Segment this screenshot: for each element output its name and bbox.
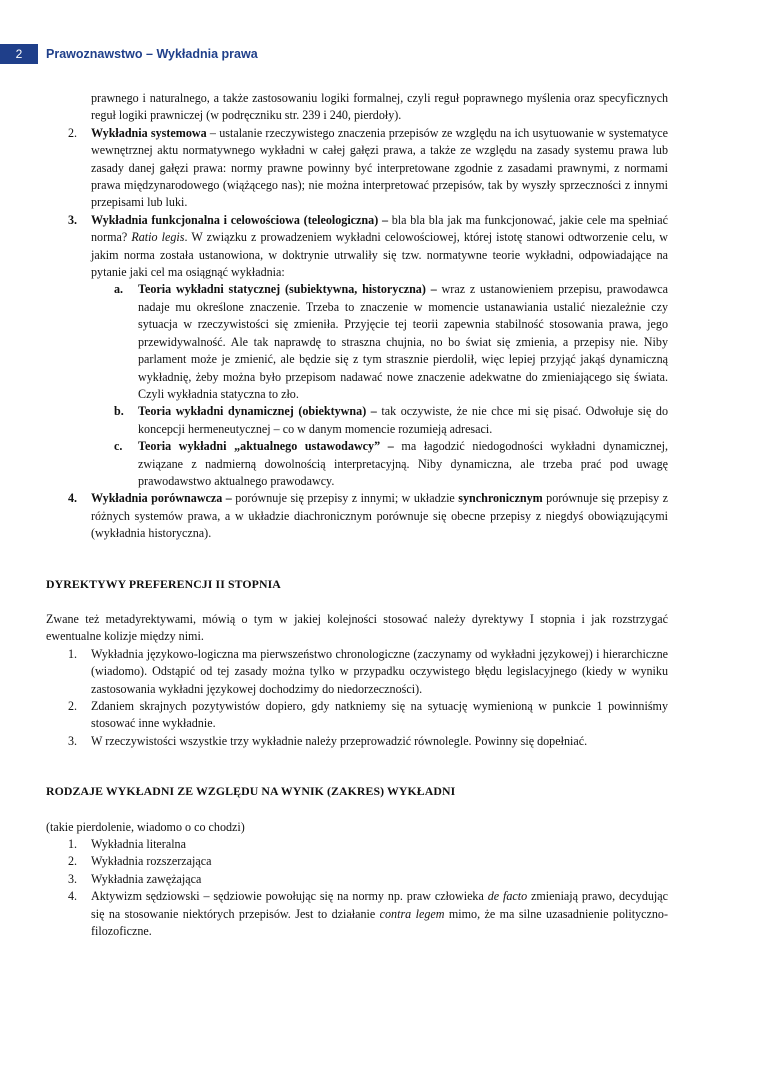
sublist-letter: b. (114, 404, 124, 419)
subitem-dynamiczna (46, 403, 668, 438)
list-number: 3. (68, 871, 78, 886)
page-header (0, 44, 760, 64)
item-text: bla bla bla jak ma funkcjonować, jakie cele ma spełniać norma? (91, 212, 668, 245)
item-text: zmieniają prawo, decydując się na stosowanie niektórych przepisów. Jest to działanie (91, 889, 669, 921)
subitem-text: ma łagodzić niedogodności wykładni dynamicznej, związane z nadmierną dowolnością interpretacyjną. Niby dynamiczna, ale trzeba prać pod uwagę prawodawstwo aktualnego prawodawcy. (138, 439, 668, 488)
list-item (46, 646, 668, 698)
subitem-term: Teoria wykładni „aktualnego ustawodawcy” – (138, 439, 394, 454)
item-text: porównuje się przepisy z innymi; w układzie (231, 491, 459, 506)
list-number: 2. (68, 699, 78, 713)
subitem-term: Teoria wykładni statycznej (subiektywna, historyczna) – (138, 282, 437, 297)
item-text: Wykładnia literalna (91, 837, 186, 852)
list-item-aktywizm (46, 888, 668, 940)
sublist-letter: c. (114, 439, 123, 454)
list-item (46, 853, 668, 870)
list-number: 2. (68, 854, 78, 869)
sublist-letter: a. (114, 282, 124, 297)
item-text: porównuje się przepisy z różnych systemów prawa, a w układzie diachronicznym porównuje się obecne przepisy z niegdyś obowiązującymi (wykładnia historyczna). (91, 491, 668, 541)
italic-phrase: de facto (487, 889, 528, 904)
item-text: Wykładnia zawężająca (91, 871, 202, 886)
item-text: mimo, że ma silne uzasadnienie polityczno-filozoficzne. (91, 906, 668, 939)
list-number: 4. (68, 889, 78, 904)
list-number: 4. (68, 491, 78, 506)
list-number: 2. (68, 125, 78, 140)
subitem-statyczna (46, 281, 668, 403)
list-item-funkcjonalna (46, 212, 668, 282)
item-text: Wykładnia językowo-logiczna ma pierwszeństwo chronologiczne (zaczynamy od wykładni językowej) i hierarchiczne (wiadomo). Odstąpić od tej zasady można tylko w przypadku oczywistego błędu legislacyjnego (kiedy w wyniku zastosowania wykładni językowej dochodzimy do niedorzeczności). (91, 646, 668, 696)
list-number: 1. (68, 837, 78, 852)
item-text: Wykładnia rozszerzająca (91, 854, 212, 869)
item-text: Aktywizm sędziowski – sędziowie powołując się na normy np. praw człowieka (91, 889, 488, 904)
subitem-aktualnego-ustawodawcy (46, 438, 668, 490)
section-intro: Zwane też metadyrektywami, mówią o tym w jakiej kolejności stosować należy dyrektywy I stopnia i jak rozstrzygać ewentualne kolizje między nimi. (46, 611, 668, 644)
item-text: Zdaniem skrajnych pozytywistów dopiero, gdy natkniemy się na sytuację wymienioną w punkcie 1 powinniśmy stosować inne wykładnie. (91, 699, 668, 731)
document-body (46, 90, 668, 940)
list-number: 3. (68, 212, 78, 227)
list-item (46, 871, 668, 888)
list-number: 3. (68, 733, 78, 748)
item-text: – ustalanie rzeczywistego znaczenia przepisów ze względu na ich usytuowanie w systematyce wewnętrznej aktu normatywnego wykładni w całej gałęzi prawa, a także ze względu na zasady systemu prawa lub zasady danej gałęzi prawa: normy prawne powinny być interpretowane zgodnie z zasadami prawnymi, z normami prawa międzynarodowego (wiążącego nas); nie można interpretować przepisów, tak by wyszły sprzeczności z innymi przepisami lub luki. (91, 125, 668, 210)
italic-phrase: Ratio legis (131, 230, 185, 245)
subitem-text: wraz z ustanowieniem przepisu, prawodawca nadaje mu określone znaczenie. Trzeba to znaczenie w momencie ustanawiania ustalić niezależnie czy sytuacja w rzeczywistości się zmieniła. Przyjęcie tej teorii zapewnia stabilność stosowania prawa, jego przewidywalność. Ale tak naprawdę to straszna chujnia, no bo świat się zmienia, a przepisy nie. Niby parlament może je zmienić, ale będzie się z tym strasznie pierdolił, więc lepiej przyjąć jakąś dynamiczną wykładnię, żeby można było przepisom nadawać nowe znaczenie adekwatne do zmieniającego się świata. Czyli wykładnia statyczna to zło. (138, 282, 668, 401)
item-text: . W związku z prowadzeniem wykładni celowościowej, której istotę stanowi odtworzenie celu, w jakim norma została ustanowiona, w doktrynie utrwaliły się tzw. normatywne teorie wykładni, odpowiadające na pytanie jaki cel ma osiągnąć wykładnia: (91, 230, 668, 280)
header-title: Prawoznawstwo – Wykładnia prawa (46, 47, 258, 61)
list-number: 1. (68, 646, 78, 661)
subitem-term: Teoria wykładni dynamicznej (obiektywna) – (138, 404, 377, 419)
list-item (46, 836, 668, 853)
item-term: Wykładnia porównawcza – (91, 491, 232, 506)
list-item-porownawcza (46, 490, 668, 542)
bold-phrase: synchronicznym (458, 491, 543, 506)
list-item (46, 733, 668, 750)
item-text: W rzeczywistości wszystkie trzy wykładnie należy przeprowadzić równolegle. Powinny się dopełniać. (91, 733, 588, 748)
continuation-paragraph: prawnego i naturalnego, a także zastosowaniu logiki formalnej, czyli reguł poprawnego myślenia oraz specyficznych reguł logiki prawniczej (w podręczniku str. 239 i 240, pierdoły). (91, 91, 668, 123)
page-number: 2 (0, 44, 38, 64)
section-heading-rodzaje: RODZAJE WYKŁADNI ZE WZGLĘDU NA WYNIK (ZAKRES) WYKŁADNI (46, 784, 456, 799)
italic-phrase: contra legem (379, 906, 445, 921)
item-term: Wykładnia funkcjonalna i celowościowa (teleologiczna) – (91, 212, 388, 227)
subitem-text: tak oczywiste, że nie chce mi się pisać. Odwołuje się do koncepcji hermeneutycznej – co w danym momencie rozumieją adresaci. (138, 404, 668, 436)
list-item-systemowa (46, 125, 668, 212)
list-item (46, 698, 668, 733)
section-intro: (takie pierdolenie, wiadomo o co chodzi) (46, 819, 245, 834)
section-heading-dyrektywy: DYREKTYWY PREFERENCJI II STOPNIA (46, 576, 281, 591)
item-term: Wykładnia systemowa (91, 125, 207, 140)
